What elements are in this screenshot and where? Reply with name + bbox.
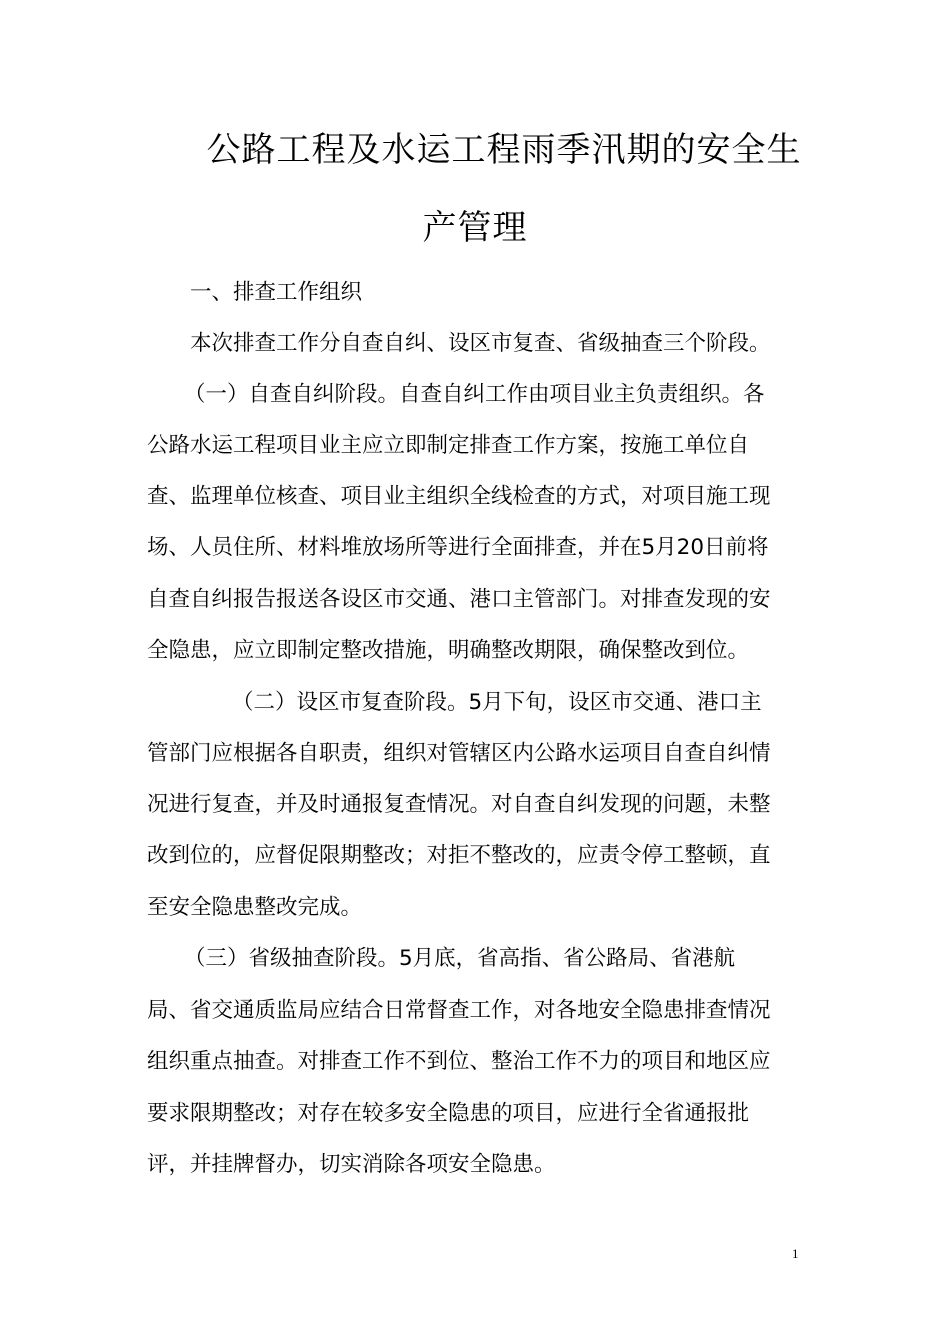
paragraph-line: 公路水运工程项目业主应立即制定排查工作方案，按施工单位自: [147, 433, 750, 458]
paragraph-line: （三）省级抽查阶段。5月底，省高指、省公路局、省港航: [184, 946, 736, 971]
paragraph-line: 全隐患，应立即制定整改措施，明确整改期限，确保整改到位。: [147, 638, 750, 663]
paragraph-line: 局、省交通质监局应结合日常督查工作，对各地安全隐患排查情况: [147, 998, 771, 1023]
paragraph-line: 要求限期整改；对存在较多安全隐患的项目，应进行全省通报批: [147, 1101, 750, 1126]
paragraph-line: 况进行复查，并及时通报复查情况。对自查自纠发现的问题，未整: [147, 792, 771, 817]
document-title-line-1: 公路工程及水运工程雨季汛期的安全生: [206, 130, 802, 170]
paragraph-line: 至安全隐患整改完成。: [147, 895, 363, 920]
paragraph-line: 本次排查工作分自查自纠、设区市复查、省级抽查三个阶段。: [190, 331, 771, 356]
paragraph-line: 评，并挂牌督办，切实消除各项安全隐患。: [147, 1152, 556, 1177]
paragraph-line: 管部门应根据各自职责，组织对管辖区内公路水运项目自查自纠情: [147, 741, 771, 766]
document-title-line-2: 产管理: [422, 208, 528, 248]
paragraph-line: （一）自查自纠阶段。自查自纠工作由项目业主负责组织。各: [184, 382, 765, 407]
paragraph-line: （二）设区市复查阶段。5月下旬，设区市交通、港口主: [232, 690, 762, 715]
page-number: 1: [792, 1246, 799, 1261]
paragraph-line: 场、人员住所、材料堆放场所等进行全面排查，并在5月20日前将: [147, 535, 769, 560]
paragraph-line: 改到位的，应督促限期整改；对拒不整改的，应责令停工整顿，直: [147, 843, 771, 868]
paragraph-line: 查、监理单位核查、项目业主组织全线检查的方式，对项目施工现: [147, 484, 771, 509]
paragraph-line: 组织重点抽查。对排查工作不到位、整治工作不力的项目和地区应: [147, 1049, 771, 1074]
paragraph-line: 自查自纠报告报送各设区市交通、港口主管部门。对排查发现的安: [147, 587, 771, 612]
section-heading: 一、排查工作组织: [190, 280, 363, 305]
